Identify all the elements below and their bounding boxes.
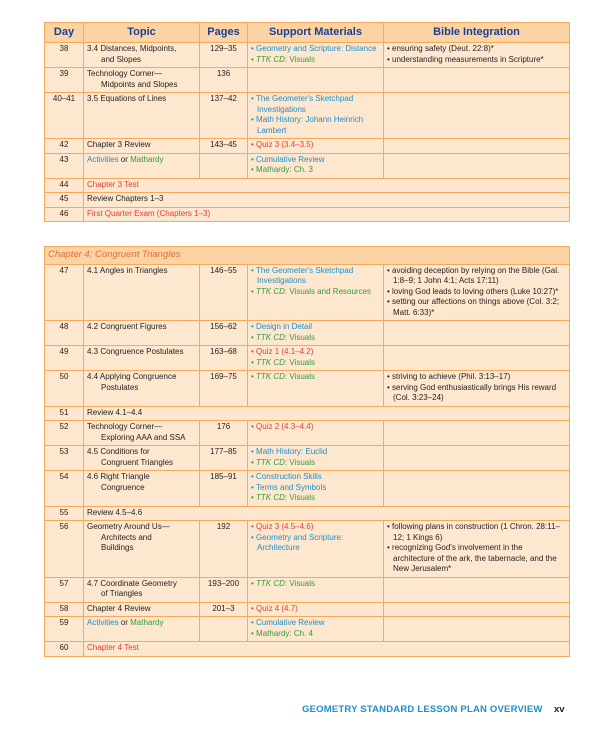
topic-line: Architects and xyxy=(101,532,152,542)
day-cell: 52 xyxy=(45,421,84,446)
support-item: • Construction Skills xyxy=(251,472,380,483)
bible-integration-cell xyxy=(384,139,570,154)
bible-integration-cell xyxy=(384,602,570,617)
table-row xyxy=(45,421,570,446)
support-item: • Geometry and Scripture: Distance xyxy=(251,44,380,55)
bible-integration-cell xyxy=(384,43,570,68)
support-item-text: : Visuals xyxy=(284,357,316,367)
bible-integration-cell xyxy=(384,446,570,471)
support-materials-cell xyxy=(248,446,384,471)
ttk-cd-label: TTK CD xyxy=(256,457,285,467)
day-cell: 56 xyxy=(45,521,84,578)
day-cell: 47 xyxy=(45,264,84,321)
bible-integration-cell xyxy=(384,521,570,578)
ttk-cd-label: TTK CD xyxy=(256,332,285,342)
table-row xyxy=(45,68,570,93)
table-row xyxy=(45,446,570,471)
support-item: • Mathardy: Ch. 3 xyxy=(251,165,380,176)
day-cell: 40–41 xyxy=(45,93,84,139)
day-cell: 51 xyxy=(45,406,84,421)
bible-integration-cell xyxy=(384,421,570,446)
bible-item: • serving God enthusiastically brings His reward (Col. 3:23–24) xyxy=(387,383,566,404)
support-item-text: : Visuals xyxy=(284,332,316,342)
topic-cell xyxy=(84,43,200,68)
pages-cell: 156–62 xyxy=(200,321,248,346)
topic-cell xyxy=(84,602,200,617)
support-materials-cell xyxy=(248,577,384,602)
support-item xyxy=(251,333,380,344)
support-item: • Mathardy: Ch. 4 xyxy=(251,629,380,640)
day-cell: 48 xyxy=(45,321,84,346)
bible-item: • setting our affections on things above (Col. 3:2; Matt. 6:33)* xyxy=(387,297,566,318)
table-row xyxy=(45,93,570,139)
table-row xyxy=(45,139,570,154)
topic-line: and Slopes xyxy=(101,54,142,64)
support-materials-cell xyxy=(248,602,384,617)
page-number: xv xyxy=(554,704,565,715)
table-row xyxy=(45,193,570,208)
bible-item: • understanding measurements in Scripture* xyxy=(387,55,566,66)
pages-cell: 143–45 xyxy=(200,139,248,154)
day-cell: 39 xyxy=(45,68,84,93)
support-item: • Quiz 1 (4.1–4.2) xyxy=(251,347,380,358)
pages-cell: 193–200 xyxy=(200,577,248,602)
day-cell: 46 xyxy=(45,207,84,222)
support-materials-cell xyxy=(248,153,384,178)
pages-cell: 185–91 xyxy=(200,471,248,507)
pages-cell: 163–68 xyxy=(200,346,248,371)
pages-cell: 146–55 xyxy=(200,264,248,321)
day-cell: 60 xyxy=(45,642,84,657)
pages-cell: 169–75 xyxy=(200,371,248,407)
topic-line: Technology Corner— xyxy=(87,69,163,78)
ttk-cd-label: TTK CD xyxy=(256,372,285,381)
table-row xyxy=(45,321,570,346)
day-cell: 38 xyxy=(45,43,84,68)
lesson-plan-table-chapter4 xyxy=(44,246,570,657)
topic-line: Congruent Triangles xyxy=(101,457,174,467)
topic-line: Technology Corner— xyxy=(87,422,163,431)
topic-line: Postulates xyxy=(101,382,139,392)
support-materials-cell xyxy=(248,346,384,371)
span-cell: First Quarter Exam (Chapters 1–3) xyxy=(84,207,570,222)
topic-cell xyxy=(84,371,200,407)
topic-line: of Triangles xyxy=(101,589,143,598)
bible-item: • loving God leads to loving others (Luke 10:27)* xyxy=(387,287,566,298)
chapter-heading-row xyxy=(45,247,570,265)
table-row xyxy=(45,346,570,371)
table-row xyxy=(45,471,570,507)
topic-cell xyxy=(84,139,200,154)
table-row xyxy=(45,43,570,68)
footer-title: GEOMETRY STANDARD LESSON PLAN OVERVIEW xyxy=(302,704,543,715)
day-cell: 42 xyxy=(45,139,84,154)
topic-cell xyxy=(84,617,200,642)
topic-cell xyxy=(84,68,200,93)
support-materials-cell xyxy=(248,68,384,93)
support-item: • Quiz 2 (4.3–4.4) xyxy=(251,422,380,433)
support-item xyxy=(251,493,380,504)
pages-cell: 201–3 xyxy=(200,602,248,617)
topic-line: Midpoints and Slopes xyxy=(101,79,178,89)
support-materials-cell xyxy=(248,421,384,446)
support-item: • Quiz 4 (4.7) xyxy=(251,604,380,615)
topic-cell xyxy=(84,471,200,507)
support-item: • The Geometer's Sketchpad Investigations xyxy=(251,94,380,115)
topic-line: 3.5 Equations of Lines xyxy=(87,94,167,103)
support-materials-cell xyxy=(248,321,384,346)
header-topic: Topic xyxy=(84,23,200,43)
support-item: • Cumulative Review xyxy=(251,155,380,166)
topic-cell xyxy=(84,264,200,321)
support-item xyxy=(251,372,380,383)
day-cell: 55 xyxy=(45,506,84,521)
topic-line: Chapter 4 Review xyxy=(87,603,151,613)
table-header-row xyxy=(45,23,570,43)
bible-item: • recognizing God's involvement in the architecture of the ark, the tabernacle, and the New Jerusalem* xyxy=(387,543,566,575)
ttk-cd-label: TTK CD xyxy=(256,54,285,64)
pages-cell: 129–35 xyxy=(200,43,248,68)
topic-line: 4.6 Right Triangle xyxy=(87,472,150,481)
header-bible-integration: Bible Integration xyxy=(384,23,570,43)
table-row xyxy=(45,178,570,193)
span-cell: Chapter 4 Test xyxy=(84,642,570,657)
chapter-4-title: Chapter 4: Congruent Triangles xyxy=(45,247,570,265)
bible-integration-cell xyxy=(384,153,570,178)
span-cell: Chapter 3 Test xyxy=(84,178,570,193)
bible-item: • striving to achieve (Phil. 3:13–17) xyxy=(387,372,566,383)
day-cell: 53 xyxy=(45,446,84,471)
table-row xyxy=(45,602,570,617)
support-item-text: : Visuals xyxy=(284,493,316,502)
topic-line: 4.3 Congruence Postulates xyxy=(87,347,184,356)
header-pages: Pages xyxy=(200,23,248,43)
ttk-cd-label: TTK CD xyxy=(256,493,285,502)
day-cell: 44 xyxy=(45,178,84,193)
support-item: • Quiz 3 (4.5–4.6) xyxy=(251,522,380,533)
ttk-cd-label: TTK CD xyxy=(256,578,285,588)
support-item-text: : Visuals xyxy=(284,372,316,381)
bible-integration-cell xyxy=(384,321,570,346)
support-item: • Geometry and Scripture: Architecture xyxy=(251,533,380,554)
topic-cell xyxy=(84,577,200,602)
topic-cell xyxy=(84,346,200,371)
topic-cell xyxy=(84,521,200,578)
support-item: • Design in Detail xyxy=(251,322,380,333)
topic-line: 3.4 Distances, Midpoints, xyxy=(87,44,177,53)
pages-cell: 136 xyxy=(200,68,248,93)
table-row xyxy=(45,506,570,521)
bible-integration-cell xyxy=(384,471,570,507)
table-row xyxy=(45,521,570,578)
table-row xyxy=(45,153,570,178)
support-item: • Math History: Euclid xyxy=(251,447,380,458)
day-cell: 50 xyxy=(45,371,84,407)
topic-line: 4.5 Conditions for xyxy=(87,447,150,456)
support-materials-cell xyxy=(248,371,384,407)
bible-integration-cell xyxy=(384,617,570,642)
support-item-text: : Visuals xyxy=(284,578,316,588)
support-item: • The Geometer's Sketchpad Investigations xyxy=(251,266,380,287)
support-item xyxy=(251,287,380,298)
ttk-cd-label: TTK CD xyxy=(256,357,285,367)
bible-integration-cell xyxy=(384,93,570,139)
day-cell: 54 xyxy=(45,471,84,507)
table-row xyxy=(45,207,570,222)
bible-item: • ensuring safety (Deut. 22:8)* xyxy=(387,44,566,55)
pages-cell xyxy=(200,617,248,642)
bible-integration-cell xyxy=(384,264,570,321)
support-materials-cell xyxy=(248,264,384,321)
pages-cell xyxy=(200,153,248,178)
bible-integration-cell xyxy=(384,346,570,371)
table-row xyxy=(45,406,570,421)
pages-cell: 137–42 xyxy=(200,93,248,139)
bible-item: • following plans in construction (1 Chron. 28:11–12; 1 Kings 6) xyxy=(387,522,566,543)
day-cell: 57 xyxy=(45,577,84,602)
support-materials-cell xyxy=(248,521,384,578)
topic-line: 4.4 Applying Congruence xyxy=(87,372,177,381)
topic-cell xyxy=(84,421,200,446)
bible-integration-cell xyxy=(384,577,570,602)
support-item-text: : Visuals and Resources xyxy=(284,286,372,296)
support-item: • Math History: Johann Heinrich Lambert xyxy=(251,115,380,136)
or-text: or xyxy=(118,154,131,164)
mathardy-link: Mathardy xyxy=(130,154,164,164)
support-materials-cell xyxy=(248,139,384,154)
mathardy-link: Mathardy xyxy=(130,618,164,627)
pages-cell: 192 xyxy=(200,521,248,578)
table-row xyxy=(45,577,570,602)
pages-cell: 176 xyxy=(200,421,248,446)
pages-cell: 177–85 xyxy=(200,446,248,471)
span-cell: Review 4.1–4.4 xyxy=(84,406,570,421)
day-cell: 59 xyxy=(45,617,84,642)
activities-link: Activities xyxy=(87,618,119,627)
support-item: • Quiz 3 (3.4–3.5) xyxy=(251,140,380,151)
support-item xyxy=(251,55,380,66)
table-row xyxy=(45,617,570,642)
topic-line: Congruence xyxy=(101,482,145,492)
header-day: Day xyxy=(45,23,84,43)
or-text: or xyxy=(118,618,131,627)
lesson-plan-table-chapter3 xyxy=(44,22,570,222)
activities-link: Activities xyxy=(87,154,119,164)
topic-cell xyxy=(84,321,200,346)
support-materials-cell xyxy=(248,471,384,507)
topic-line: 4.1 Angles in Triangles xyxy=(87,265,168,275)
bible-integration-cell xyxy=(384,68,570,93)
bible-integration-cell xyxy=(384,371,570,407)
topic-line: Geometry Around Us— xyxy=(87,522,170,531)
table-row xyxy=(45,642,570,657)
support-item-text: : Visuals xyxy=(284,54,316,64)
topic-line: Buildings xyxy=(101,543,134,552)
table-row xyxy=(45,371,570,407)
day-cell: 43 xyxy=(45,153,84,178)
day-cell: 49 xyxy=(45,346,84,371)
support-item xyxy=(251,358,380,369)
support-materials-cell xyxy=(248,617,384,642)
topic-line: Chapter 3 Review xyxy=(87,140,151,149)
support-materials-cell xyxy=(248,43,384,68)
span-cell: Review Chapters 1–3 xyxy=(84,193,570,208)
support-item xyxy=(251,458,380,469)
support-item xyxy=(251,579,380,590)
support-item: • Cumulative Review xyxy=(251,618,380,629)
ttk-cd-label: TTK CD xyxy=(256,286,285,296)
topic-line: Exploring AAA and SSA xyxy=(101,432,186,442)
topic-cell xyxy=(84,446,200,471)
topic-cell xyxy=(84,153,200,178)
table-row xyxy=(45,264,570,321)
bible-item: • avoiding deception by relying on the Bible (Gal. 1:8–9; 1 John 4:1; Acts 17:11) xyxy=(387,266,566,287)
support-materials-cell xyxy=(248,93,384,139)
day-cell: 45 xyxy=(45,193,84,208)
topic-line: 4.2 Congruent Figures xyxy=(87,322,167,331)
day-cell: 58 xyxy=(45,602,84,617)
header-support-materials: Support Materials xyxy=(248,23,384,43)
topic-cell xyxy=(84,93,200,139)
support-item: • Terms and Symbols xyxy=(251,483,380,494)
support-item-text: : Visuals xyxy=(284,457,316,467)
span-cell: Review 4.5–4.6 xyxy=(84,506,570,521)
topic-line: 4.7 Coordinate Geometry xyxy=(87,578,177,588)
